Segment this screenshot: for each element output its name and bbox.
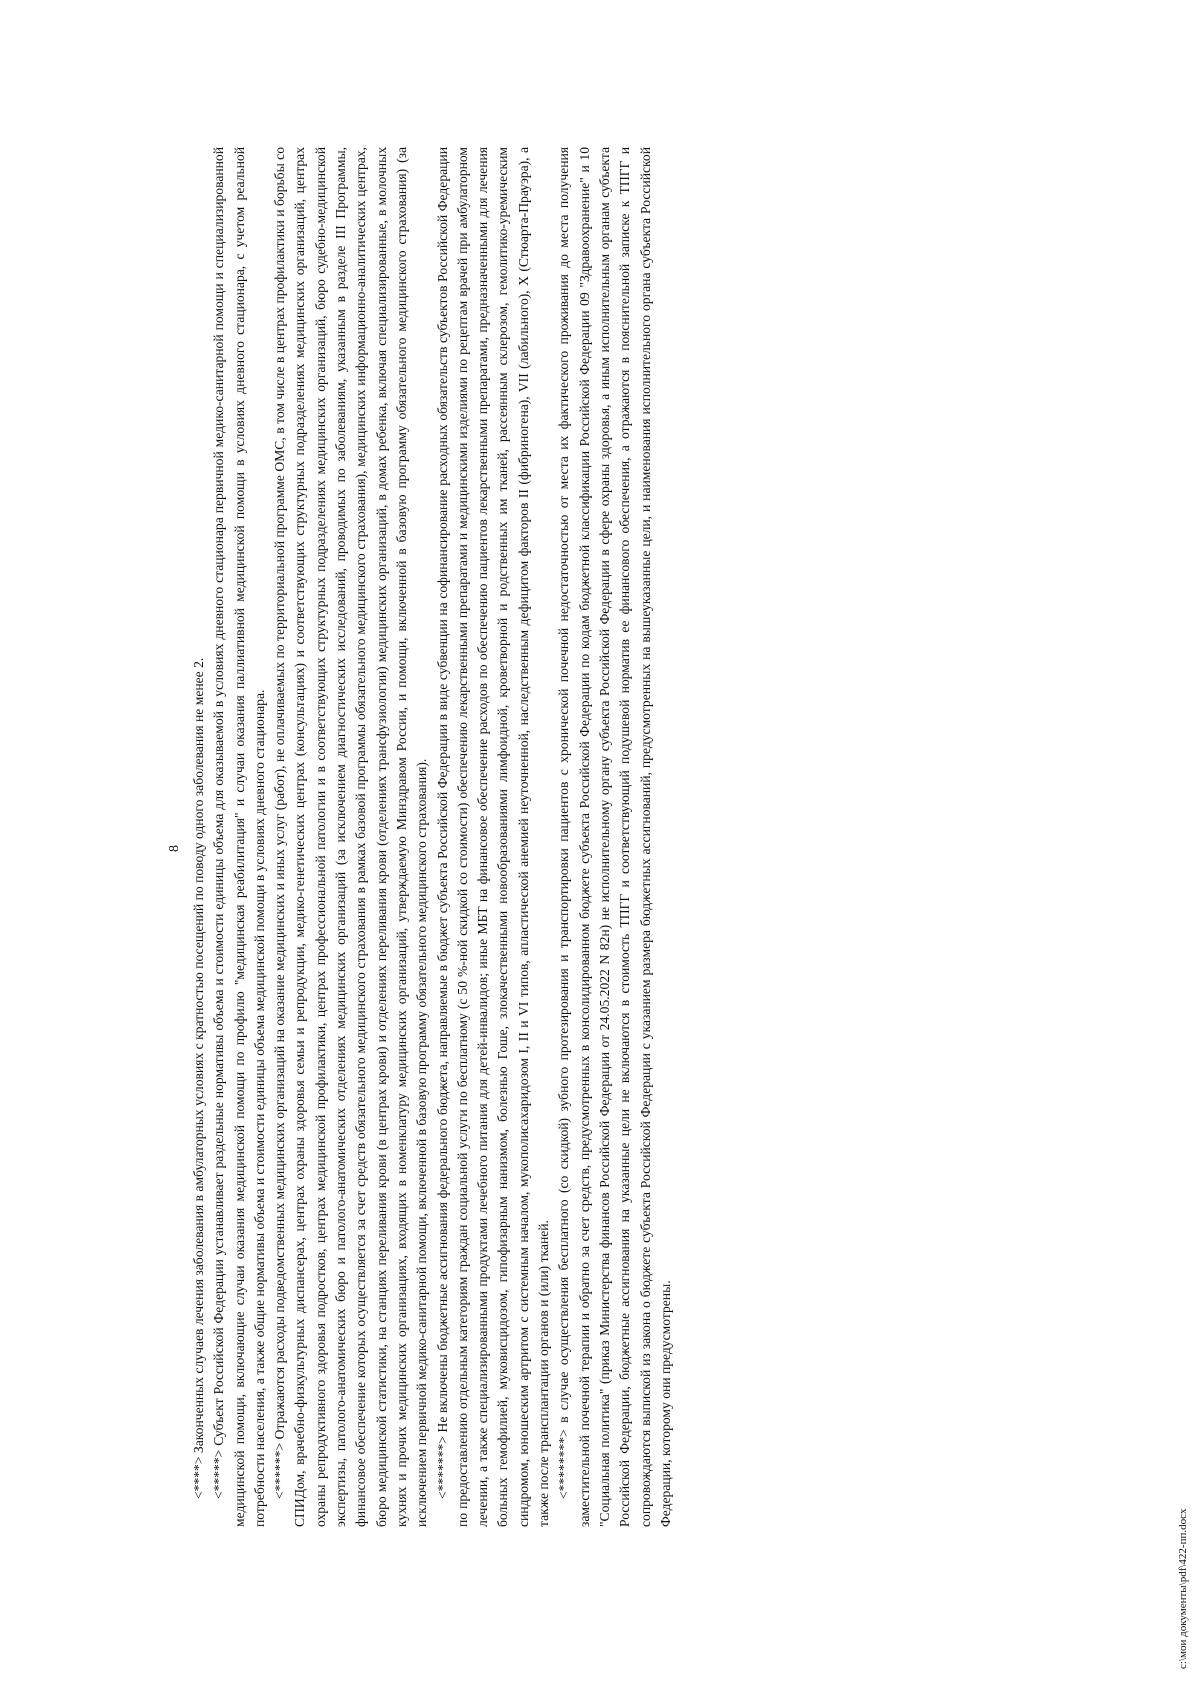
document-body <box>189 147 676 1527</box>
footnote-7: <*******> Не включены бюджетные ассигнования федерального бюджета, направляемые в бюджет субъекта Российской Федерации в виде субвенции на софинансирование расходных обязательств субъектов Российской Федерации по предоставлению отдельным категориям граждан социальной услуги по бесплатному (с 50 %-ной скидкой со стоимости) обеспечению лекарственными препаратами и медицинскими изделиями по рецептам врачей при амбулаторном лечении, а также специализированными продуктами лечебного питания для детей-инвалидов; иные МБТ на финансовое обеспечение расходов по обеспечению пациентов лекарственными препаратами, предназначенными для лечения больных гемофилией, муковисцидозом, гипофизарным нанизмом, болезнью Гоше, злокачественными новообразованиями лимфоидной, кроветворной и родственных им тканей, рассеянным склерозом, гемолитико-уремическим синдромом, юношеским артритом с системным началом, мукополисахаридозом I, II и VI типов, апластической анемией неуточненной, наследственным дефицитом факторов II (фибриногена), VII (лабильного), X (Стюарта-Прауэра), а также после трансплантации органов и (или) тканей. <box>434 147 552 1527</box>
file-path-footer: c:\мои документы\pdf\422-пп.docx <box>1177 1508 1189 1669</box>
footnote-8: <********> в случае осуществления бесплатного (со скидкой) зубного протезирования и транспортировки пациентов с хронической почечной недостаточностью от места их фактического проживания до места получения заместительной почечной терапии и обратно за счет средств, предусмотренных в консолидированном бюджете субъекта Российской Федерации по кодам бюджетной классификации Российской Федерации 09 "Здравоохранение" и 10 "Социальная политика" (приказ Министерства финансов Российской Федерации от 24.05.2022 N 82н) не исполнительному органу субъекта Российской Федерации в сфере охраны здоровья, а иным исполнительным органам субъекта Российской Федерации, бюджетные ассигнования на указанные цели не включаются в стоимость ТПГГ и соответствующий подушевой норматив ее финансового обеспечения, а отражаются в пояснительной записке к ТПГГ и сопровождаются выпиской из закона о бюджете субъекта Российской Федерации с указанием размера бюджетных ассигнований, предусмотренных на вышеуказанные цели, и наименования исполнительного органа субъекта Российской Федерации, которому они предусмотрены. <box>556 147 673 1527</box>
footnote-6: <******> Отражаются расходы подведомственных медицинских организаций на оказание медицинских и иных услуг (работ), не оплачиваемых по территориальной программе ОМС, в том числе в центрах профилактики и борьбы со СПИДом, врачебно-физкультурных диспансерах, центрах охраны здоровья семьи и репродукции, медико-генетических центрах (консультациях) и соответствующих структурных подразделениях медицинских организаций, центрах охраны репродуктивного здоровья подростков, центрах медицинской профилактики, центрах профессиональной патологии и в соответствующих структурных подразделениях медицинских организаций, бюро судебно-медицинской экспертизы, патолого-анатомических бюро и патолого-анатомических отделениях медицинских организаций (за исключением диагностических исследований, проводимых по заболеваниям, указанным в разделе III Программы, финансовое обеспечение которых осуществляется за счет средств обязательного медицинского страхования в рамках базовой программы обязательного медицинского страхования), медицинских информационно-аналитических центрах, бюро медицинской статистики, на станциях переливания крови (в центрах крови) и отделениях переливания крови (отделениях трансфузиологии) медицинских организаций, в домах ребенка, включая специализированные, в молочных кухнях и прочих медицинских организациях, входящих в номенклатуру медицинских организаций, утверждаемую Минздравом России, и помощи, включенной в базовую программу обязательного медицинского страхования) (за исключением первичной медико-санитарной помощи, включенной в базовую программу обязательного медицинского страхования). <box>272 147 430 1527</box>
footnote-4: <****> Законченных случаев лечения заболевания в амбулаторных условиях с кратностью посещений по поводу одного заболевания не менее 2. <box>191 657 206 1499</box>
page-number: 8 <box>167 845 182 852</box>
footnote-5: <*****> Субъект Российской Федерации устанавливает раздельные нормативы объема и стоимости единицы объема для оказываемой в условиях дневного стационара первичной медико-санитарной помощи и специализированной медицинской помощи, включающие случаи оказания медицинской помощи по профилю "медицинская реабилитация" и случаи оказания паллиативной медицинской помощи в условиях дневного стационара, с учетом реальной потребности населения, а также общие нормативы объема и стоимости единицы объема медицинской помощи в условиях дневного стационара. <box>211 147 267 1527</box>
rotated-content <box>167 0 1200 1697</box>
